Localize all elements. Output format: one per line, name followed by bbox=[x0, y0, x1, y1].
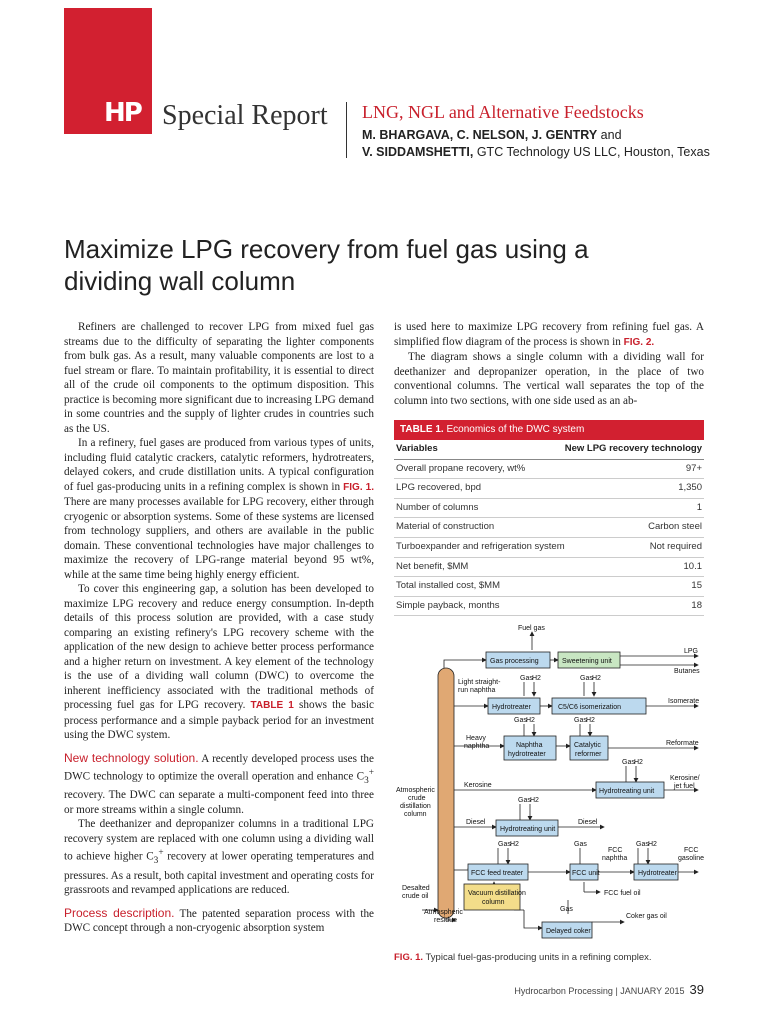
table-row: Total installed cost, $MM 15 bbox=[394, 577, 704, 597]
svg-text:Gas: Gas bbox=[574, 717, 587, 724]
figure-caption: FIG. 1. Typical fuel-gas-producing units in a refining complex. bbox=[394, 952, 652, 963]
label-kerosine: Kerosine bbox=[464, 782, 492, 789]
column-right bbox=[394, 320, 704, 408]
table-economics bbox=[394, 420, 704, 616]
table-row: Overall propane recovery, wt% 97+ bbox=[394, 460, 704, 480]
label-atm-residue: Atmospheric bbox=[424, 909, 463, 916]
refinery-flow-diagram bbox=[394, 620, 704, 940]
svg-text:H2: H2 bbox=[592, 675, 601, 682]
paragraph: The deethanizer and depropanizer columns in a traditional LPG recovery system are replaced with one column using a dividing wall to achieve higher $C_3^+$ recovery at lower operating temperatures and pressures. As a result, both capital investment and operating costs for grassroots and revamped applications are reduced. bbox=[64, 818, 374, 897]
svg-text:jet fuel: jet fuel bbox=[674, 783, 695, 790]
label-hydrotreating-unit: Hydrotreating unit bbox=[599, 788, 655, 795]
subheading-new-technology: New technology solution. bbox=[64, 750, 199, 765]
svg-text:Gas: Gas bbox=[574, 841, 587, 848]
table-row: Material of construction Carbon steel bbox=[394, 518, 704, 538]
label-fcc-fuel-oil: FCC fuel oil bbox=[604, 890, 641, 897]
table-row: Net benefit, $MM 10.1 bbox=[394, 558, 704, 578]
svg-text:Gas: Gas bbox=[498, 841, 511, 848]
svg-text:Gas: Gas bbox=[580, 675, 593, 682]
svg-text:H2: H2 bbox=[532, 675, 541, 682]
atmospheric-column-shape bbox=[438, 668, 454, 918]
page-number: 39 bbox=[689, 982, 704, 997]
paragraph: To cover this engineering gap, a solution has been developed to maximize LPG recovery and reduce energy consumption. In-depth details of this process solution are provided, with a case study comparing an existing refinery's LPG recovery scheme with the application of the new design to achieve better process performance and a higher return on investment. A key element of the technology is the use of a dividing wall column (DWC) to overcome the inherent inefficiency associated with the traditional methods of processing fuel gas for LPG recovery. TABLE 1 shows the basic process performance and a simple payback period for an investment using the DWC system. bbox=[64, 583, 374, 741]
label-hydrotreating-unit-2: Hydrotreating unit bbox=[500, 826, 556, 833]
svg-text:Gas: Gas bbox=[518, 797, 531, 804]
label-fcc-unit: FCC unit bbox=[572, 870, 600, 877]
page-footer: Hydrocarbon Processing | JANUARY 2015 39 bbox=[514, 982, 704, 997]
label-light-naphtha: Light straight- bbox=[458, 679, 501, 686]
svg-text:H2: H2 bbox=[634, 759, 643, 766]
topic-title: LNG, NGL and Alternative Feedstocks bbox=[362, 102, 644, 122]
label-vacuum-column: Vacuum distillation bbox=[468, 890, 526, 897]
label-reformate: Reformate bbox=[666, 740, 699, 747]
fig1-ref-link[interactable]: FIG. 1. bbox=[343, 481, 375, 493]
label-fcc-feed-treater: FCC feed treater bbox=[471, 870, 524, 877]
section-label: Special Report bbox=[162, 100, 328, 131]
svg-text:hydrotreater: hydrotreater bbox=[508, 751, 546, 758]
svg-text:Gas: Gas bbox=[514, 717, 527, 724]
label-isomerization: C5/C6 isomerization bbox=[558, 704, 622, 711]
label-lpg: LPG bbox=[684, 648, 699, 655]
paragraph: The diagram shows a single column with a dividing wall for deethanizer and depropanizer operation, in the place of two conventional columns. The vertical wall separates the top of the column into two sections, with one side used as an ab- bbox=[394, 351, 704, 407]
svg-text:distillation: distillation bbox=[400, 803, 431, 810]
svg-text:column: column bbox=[482, 899, 505, 906]
svg-text:Diesel: Diesel bbox=[578, 819, 598, 826]
authors-and: and bbox=[597, 128, 622, 142]
svg-text:naphtha: naphtha bbox=[602, 855, 628, 862]
hp-logo: HP bbox=[104, 98, 141, 128]
label-sweetening: Sweetening unit bbox=[562, 658, 612, 665]
paragraph: New technology solution. A recently developed process uses the DWC technology to optimize the overall operation and enhance $C_3^+$ recovery. The DWC can separate a multi-component feed into three or more streams within a single column. bbox=[64, 750, 374, 816]
svg-text:H2: H2 bbox=[526, 717, 535, 724]
table-header-row: Variables New LPG recovery technology bbox=[394, 440, 704, 460]
author-name-2: V. SIDDAMSHETTI, bbox=[362, 145, 474, 159]
svg-text:H2: H2 bbox=[586, 717, 595, 724]
fig2-ref-link[interactable]: FIG. 2. bbox=[623, 336, 655, 348]
label-fcc-gasoline: FCC bbox=[684, 847, 699, 854]
svg-text:crude oil: crude oil bbox=[402, 893, 429, 900]
author-names: M. BHARGAVA, C. NELSON, J. GENTRY bbox=[362, 128, 598, 142]
svg-text:column: column bbox=[404, 811, 427, 818]
table-row: Simple payback, months 18 bbox=[394, 597, 704, 617]
label-kero-jet: Kerosine/ bbox=[670, 775, 700, 782]
paragraph: In a refinery, fuel gases are produced from various types of units, including fluid catalytic crackers, catalytic reformers, hydrotreaters, delayed cokers, and crude distillation units. A typical configuration of fuel gas-producing units in a refining complex is shown in FIG. 1. There are many processes available for LPG recovery, either through cryogenic or absorption systems. Some of these systems are licensed from technology suppliers, and others are available in the public domain. These conventional technologies have major challenges to maximize the recovery of LPG-range material beyond 95 wt%, while at the same time being highly energy efficient. bbox=[64, 437, 375, 581]
label-diesel: Diesel bbox=[466, 819, 486, 826]
table-row: Number of columns 1 bbox=[394, 499, 704, 519]
label-coker-gas-oil: Coker gas oil bbox=[626, 913, 667, 920]
svg-text:H2: H2 bbox=[530, 797, 539, 804]
table-row: LPG recovered, bpd 1,350 bbox=[394, 479, 704, 499]
label-heavy-naphtha: Heavy bbox=[466, 735, 486, 742]
label-catalytic-reformer: Catalytic bbox=[574, 742, 601, 749]
svg-text:Gas: Gas bbox=[560, 906, 573, 913]
svg-text:Gas: Gas bbox=[636, 841, 649, 848]
label-desalted-crude: Desalted bbox=[402, 885, 430, 892]
table-row: Turboexpander and refrigeration system Not required bbox=[394, 538, 704, 558]
article-title: Maximize LPG recovery from fuel gas using a dividing wall column bbox=[64, 234, 589, 296]
table1-ref-link[interactable]: TABLE 1 bbox=[250, 700, 294, 711]
svg-text:Gas: Gas bbox=[520, 675, 533, 682]
label-naphtha-hydrotreater: Naphtha bbox=[516, 742, 543, 749]
svg-text:reformer: reformer bbox=[575, 751, 602, 758]
paragraph: Refiners are challenged to recover LPG from mixed fuel gas streams due to the difficulty of separating the lighter components from bulk gas. As a result, many valuable components are lost to a fuel stream or flare. To maintain profitability, it is essential to direct all of the crude oil components to the optimum disposition. This practice is becoming more significant due to increasing LPG demand in some countries and the supply of lighter crudes in countries such as the US. bbox=[64, 321, 374, 435]
label-atm-column: Atmospheric bbox=[396, 787, 435, 794]
svg-text:H2: H2 bbox=[648, 841, 657, 848]
svg-text:residue: residue bbox=[434, 917, 457, 924]
svg-text:Gas: Gas bbox=[622, 759, 635, 766]
label-fcc-naphtha: FCC bbox=[608, 847, 623, 854]
paragraph: Process description. The patented separation process with the DWC concept through a non-cryogenic absorption system bbox=[64, 905, 375, 935]
label-isomerate: Isomerate bbox=[668, 698, 700, 705]
label-butanes: Butanes bbox=[674, 668, 700, 675]
header-divider bbox=[346, 102, 347, 158]
svg-text:crude: crude bbox=[408, 795, 426, 802]
table-title: TABLE 1. Economics of the DWC system bbox=[394, 420, 704, 440]
column-left bbox=[64, 320, 374, 936]
authors bbox=[362, 127, 722, 161]
svg-text:run naphtha: run naphtha bbox=[458, 687, 496, 694]
subheading-process-description: Process description. bbox=[64, 905, 175, 920]
svg-text:gasoline: gasoline bbox=[678, 855, 704, 862]
paragraph: is used here to maximize LPG recovery from refining fuel gas. A simplified flow diagram of the process is shown in FIG. 2. bbox=[394, 321, 704, 348]
svg-text:naphtha: naphtha bbox=[464, 743, 490, 750]
label-hydrotreater: Hydrotreater bbox=[492, 704, 531, 711]
author-affiliation: GTC Technology US LLC, Houston, Texas bbox=[473, 145, 710, 159]
label-fuel-gas: Fuel gas bbox=[518, 625, 545, 632]
label-hydrotreater-2: Hydrotreater bbox=[638, 870, 677, 877]
svg-text:H2: H2 bbox=[510, 841, 519, 848]
label-gas-processing: Gas processing bbox=[490, 658, 539, 665]
label-delayed-coker: Delayed coker bbox=[546, 928, 591, 935]
